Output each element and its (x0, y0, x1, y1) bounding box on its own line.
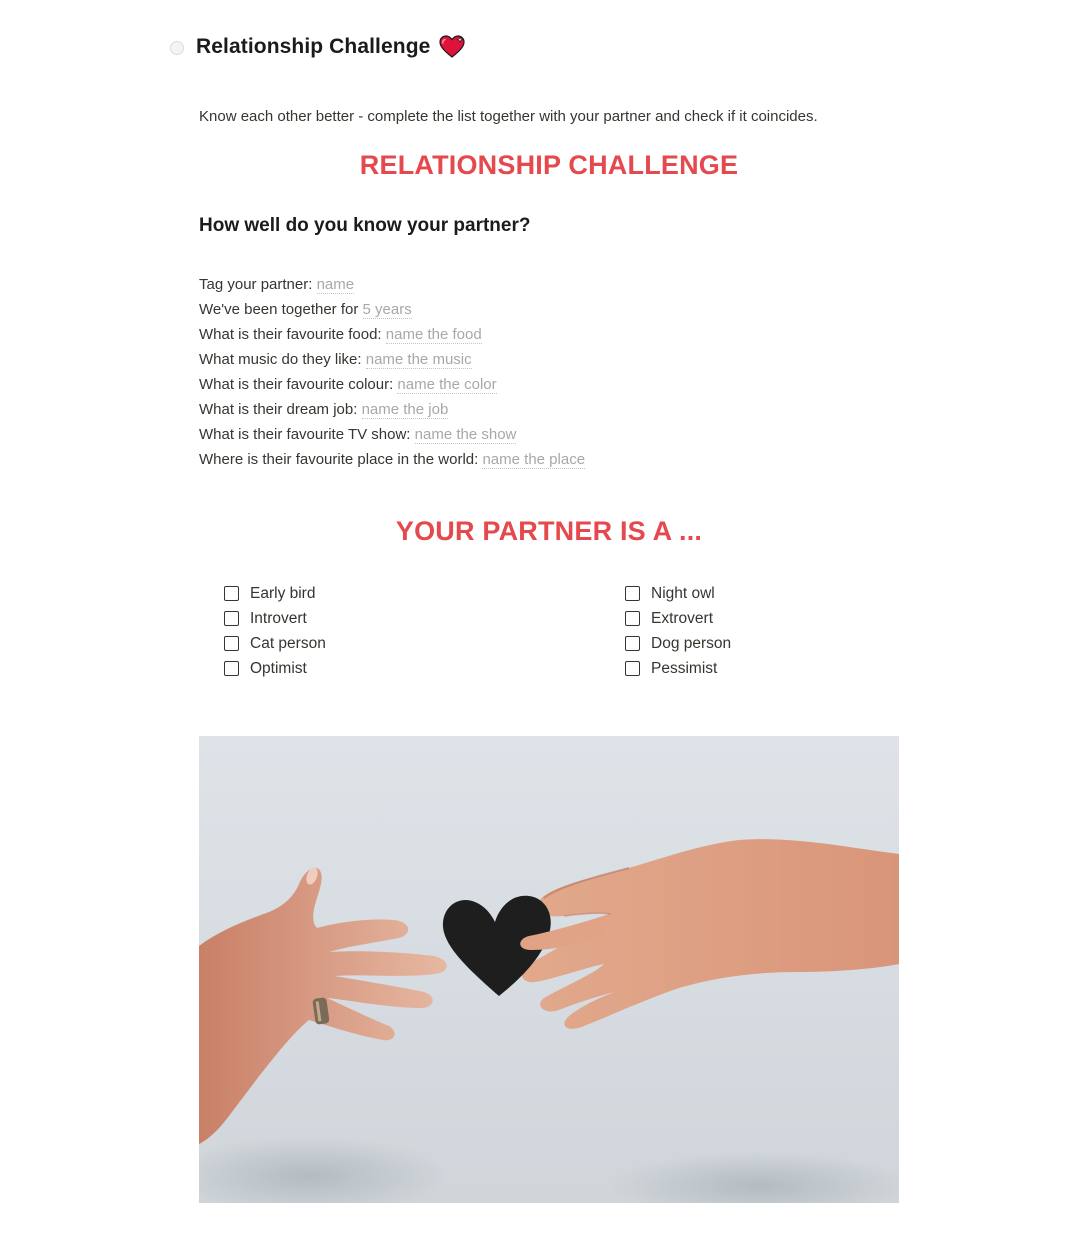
todo-item (224, 656, 326, 681)
question-favourite-place (199, 447, 585, 472)
checkbox[interactable] (224, 586, 239, 601)
partner-is-heading: YOUR PARTNER IS A ... (395, 516, 703, 546)
question-music (199, 347, 585, 372)
todo-label: Cat person (250, 635, 326, 652)
todo-label: Introvert (250, 610, 307, 627)
page-title[interactable]: Relationship Challenge (196, 35, 431, 58)
questions-list (199, 272, 585, 472)
question-favourite-colour (199, 372, 585, 397)
question-tv-show (199, 422, 585, 447)
question-label: Tag your partner: (199, 276, 317, 293)
todo-label: Optimist (250, 660, 307, 677)
todo-item (625, 581, 731, 606)
answer-field[interactable]: name the color (397, 376, 497, 393)
question-label: What is their favourite food: (199, 326, 386, 343)
answer-field[interactable]: name the music (365, 351, 472, 368)
answer-field[interactable]: name the job (361, 401, 449, 418)
checkbox[interactable] (625, 611, 640, 626)
todo-item (625, 631, 731, 656)
todo-item (224, 581, 326, 606)
status-circle-icon[interactable] (170, 41, 184, 55)
question-label: What is their dream job: (199, 401, 362, 418)
todo-label: Dog person (651, 635, 732, 652)
question-tag-partner (199, 272, 585, 297)
traits-column-left (224, 581, 326, 681)
question-favourite-food (199, 322, 585, 347)
checkbox[interactable] (625, 586, 640, 601)
checkbox[interactable] (224, 661, 239, 676)
question-label: What music do they like: (199, 351, 366, 368)
answer-field[interactable]: 5 years (362, 301, 412, 318)
checkbox[interactable] (625, 661, 640, 676)
todo-item (224, 606, 326, 631)
partner-subheading: How well do you know your partner? (199, 215, 531, 236)
checkbox[interactable] (224, 636, 239, 651)
answer-field[interactable]: name the food (385, 326, 482, 343)
checkbox[interactable] (224, 611, 239, 626)
question-together-for (199, 297, 585, 322)
todo-label: Early bird (250, 585, 316, 602)
answer-field[interactable]: name (316, 276, 355, 293)
todo-item (625, 606, 731, 631)
todo-label: Night owl (651, 585, 715, 602)
challenge-heading: RELATIONSHIP CHALLENGE (359, 150, 739, 180)
todo-label: Pessimist (651, 660, 718, 677)
traits-column-right (625, 581, 731, 681)
photo-illustration (199, 736, 899, 1203)
page-header (170, 30, 465, 64)
question-label: What is their favourite TV show: (199, 426, 415, 443)
todo-item (224, 631, 326, 656)
question-dream-job (199, 397, 585, 422)
sparkling-heart-icon (439, 35, 465, 59)
checkbox[interactable] (625, 636, 640, 651)
hands-heart-photo[interactable] (199, 736, 899, 1203)
todo-item (625, 656, 731, 681)
question-label: What is their favourite colour: (199, 376, 398, 393)
answer-field[interactable]: name the show (414, 426, 517, 443)
todo-label: Extrovert (651, 610, 714, 627)
intro-text: Know each other better - complete the list together with your partner and check if it coincides. (199, 108, 818, 125)
question-label: We've been together for (199, 301, 363, 318)
question-label: Where is their favourite place in the world: (199, 451, 483, 468)
answer-field[interactable]: name the place (482, 451, 586, 468)
